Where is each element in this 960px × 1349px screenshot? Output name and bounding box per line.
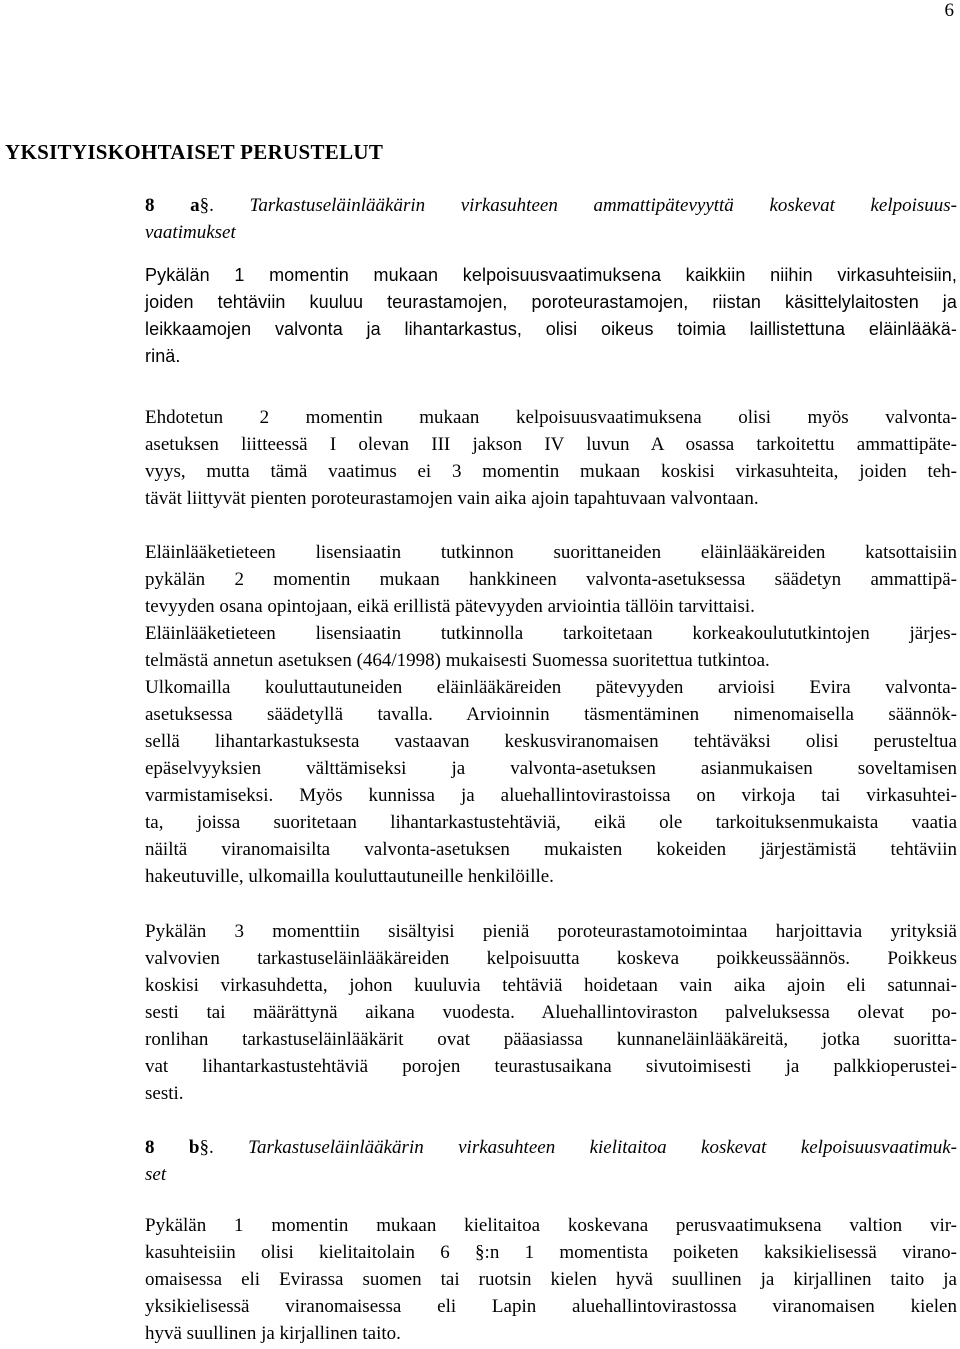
text-line: ta, joissa suoritetaan lihantarkastustehtäviä, eikä ole tarkoituksenmukaista vaatia <box>145 812 957 833</box>
text-line: Eläinlääketieteen lisensiaatin tutkinnolla tarkoitetaan korkeakoulututkintojen järjes- <box>145 623 957 644</box>
text-line: asetuksen liitteessä I olevan III jakson IV luvun A osassa tarkoitettu ammattipäte- <box>145 434 957 455</box>
text-line: valvovien tarkastuseläinlääkäreiden kelpoisuutta koskeva poikkeussäännös. Poikkeus <box>145 948 957 969</box>
section-heading-8a <box>145 192 957 246</box>
section-number: 8 a <box>145 195 200 216</box>
text-line: epäselvyyksien välttämiseksi ja valvonta-asetuksen asianmukaisen soveltamisen <box>145 758 957 779</box>
text-line: Pykälän 3 momenttiin sisältyisi pieniä poroteurastamotoimintaa harjoittavia yrityksiä <box>145 921 957 942</box>
text-line: hyvä suullinen ja kirjallinen taito. <box>145 1323 401 1344</box>
text-line: asetuksessa säädetyllä tavalla. Arvioinnin täsmentäminen nimenomaisella säännök- <box>145 704 957 725</box>
text-line: näiltä viranomaisilta valvonta-asetuksen mukaisten kokeiden järjestämistä tehtäviin <box>145 839 957 860</box>
text-line: telmästä annetun asetuksen (464/1998) mukaisesti Suomessa suoritettua tutkintoa. <box>145 650 770 671</box>
text-line: koskisi virkasuhdetta, johon kuuluvia tehtäviä hoidetaan vain aika ajoin eli satunnai- <box>145 975 957 996</box>
section-heading-line <box>145 1134 957 1161</box>
paragraph-4 <box>145 918 957 1107</box>
section-heading-line <box>145 192 957 219</box>
text-line: sesti tai määrättynä aikana vuodesta. Aluehallintoviraston palveluksessa olevat po- <box>145 1002 957 1023</box>
text-line: omaisessa eli Evirassa suomen tai ruotsin kielen hyvä suullinen ja kirjallinen taito ja <box>145 1269 957 1290</box>
paragraph-2 <box>145 404 957 512</box>
section-symbol: §. <box>199 195 250 216</box>
text-line: Pykälän 1 momentin mukaan kielitaitoa koskevana perusvaatimuksena valtion vir- <box>145 1215 957 1236</box>
paragraph-5 <box>145 1212 957 1347</box>
section-symbol: §. <box>199 1137 249 1158</box>
text-line: Ehdotetun 2 momentin mukaan kelpoisuusvaatimuksena olisi myös valvonta- <box>145 407 957 428</box>
text-line: kasuhteisiin olisi kielitaitolain 6 §:n 1 momentista poiketen kaksikielisessä virano- <box>145 1242 957 1263</box>
text-line: leikkaamojen valvonta ja lihantarkastus, olisi oikeus toimia laillistettuna eläinlääkä- <box>145 319 957 339</box>
text-line: hakeutuville, ulkomailla kouluttautuneille henkilöille. <box>145 866 554 887</box>
text-line: ronlihan tarkastuseläinlääkärit ovat pääasiassa kunnaneläinlääkäreitä, jotka suoritta- <box>145 1029 957 1050</box>
text-line: pykälän 2 momentin mukaan hankkineen valvonta-asetuksessa säädetyn ammattipä- <box>145 569 957 590</box>
section-title: Tarkastuseläinlääkärin virkasuhteen kielitaitoa koskevat kelpoisuusvaatimuk- <box>248 1137 957 1158</box>
text-line: tevyyden osana opintojaan, eikä erillistä pätevyyden arviointia tällöin tarvittaisi. <box>145 596 755 617</box>
text-line: vat lihantarkastustehtäviä porojen teurastusaikana sivutoimisesti ja palkkioperustei- <box>145 1056 957 1077</box>
text-line: sesti. <box>145 1083 184 1104</box>
paragraph-3 <box>145 539 957 890</box>
text-line: joiden tehtäviin kuuluu teurastamojen, poroteurastamojen, riistan käsittelylaitosten ja <box>145 292 957 312</box>
text-line: Eläinlääketieteen lisensiaatin tutkinnon suorittaneiden eläinlääkäreiden katsottaisiin <box>145 542 957 563</box>
text-line: sellä lihantarkastuksesta vastaavan keskusviranomaisen tehtäväksi olisi perusteltua <box>145 731 957 752</box>
text-line: Ulkomailla kouluttautuneiden eläinlääkäreiden pätevyyden arvioisi Evira valvonta- <box>145 677 957 698</box>
text-line: varmistamiseksi. Myös kunnissa ja aluehallintovirastoissa on virkoja tai virkasuhtei- <box>145 785 957 806</box>
paragraph-1 <box>145 262 957 370</box>
text-line: Pykälän 1 momentin mukaan kelpoisuusvaatimuksena kaikkiin niihin virkasuhteisiin, <box>145 265 957 285</box>
text-line: rinä. <box>145 346 181 366</box>
text-line: tävät liittyvät pienten poroteurastamojen vain aika ajoin tapahtuvaan valvontaan. <box>145 488 759 509</box>
section-title-line: vaatimukset <box>145 222 236 243</box>
text-line: vyys, mutta tämä vaatimus ei 3 momentin mukaan koskisi virkasuhteita, joiden teh- <box>145 461 957 482</box>
text-line: yksikielisessä viranomaisessa eli Lapin aluehallintovirastossa viranomaisen kielen <box>145 1296 957 1317</box>
page-number: 6 <box>944 0 954 21</box>
section-heading-8b <box>145 1134 957 1188</box>
section-title-line: set <box>145 1164 167 1185</box>
page-title: YKSITYISKOHTAISET PERUSTELUT <box>5 140 384 164</box>
section-title: Tarkastuseläinlääkärin virkasuhteen ammattipätevyyttä koskevat kelpoisuus- <box>249 195 958 216</box>
section-number: 8 b <box>145 1137 200 1158</box>
